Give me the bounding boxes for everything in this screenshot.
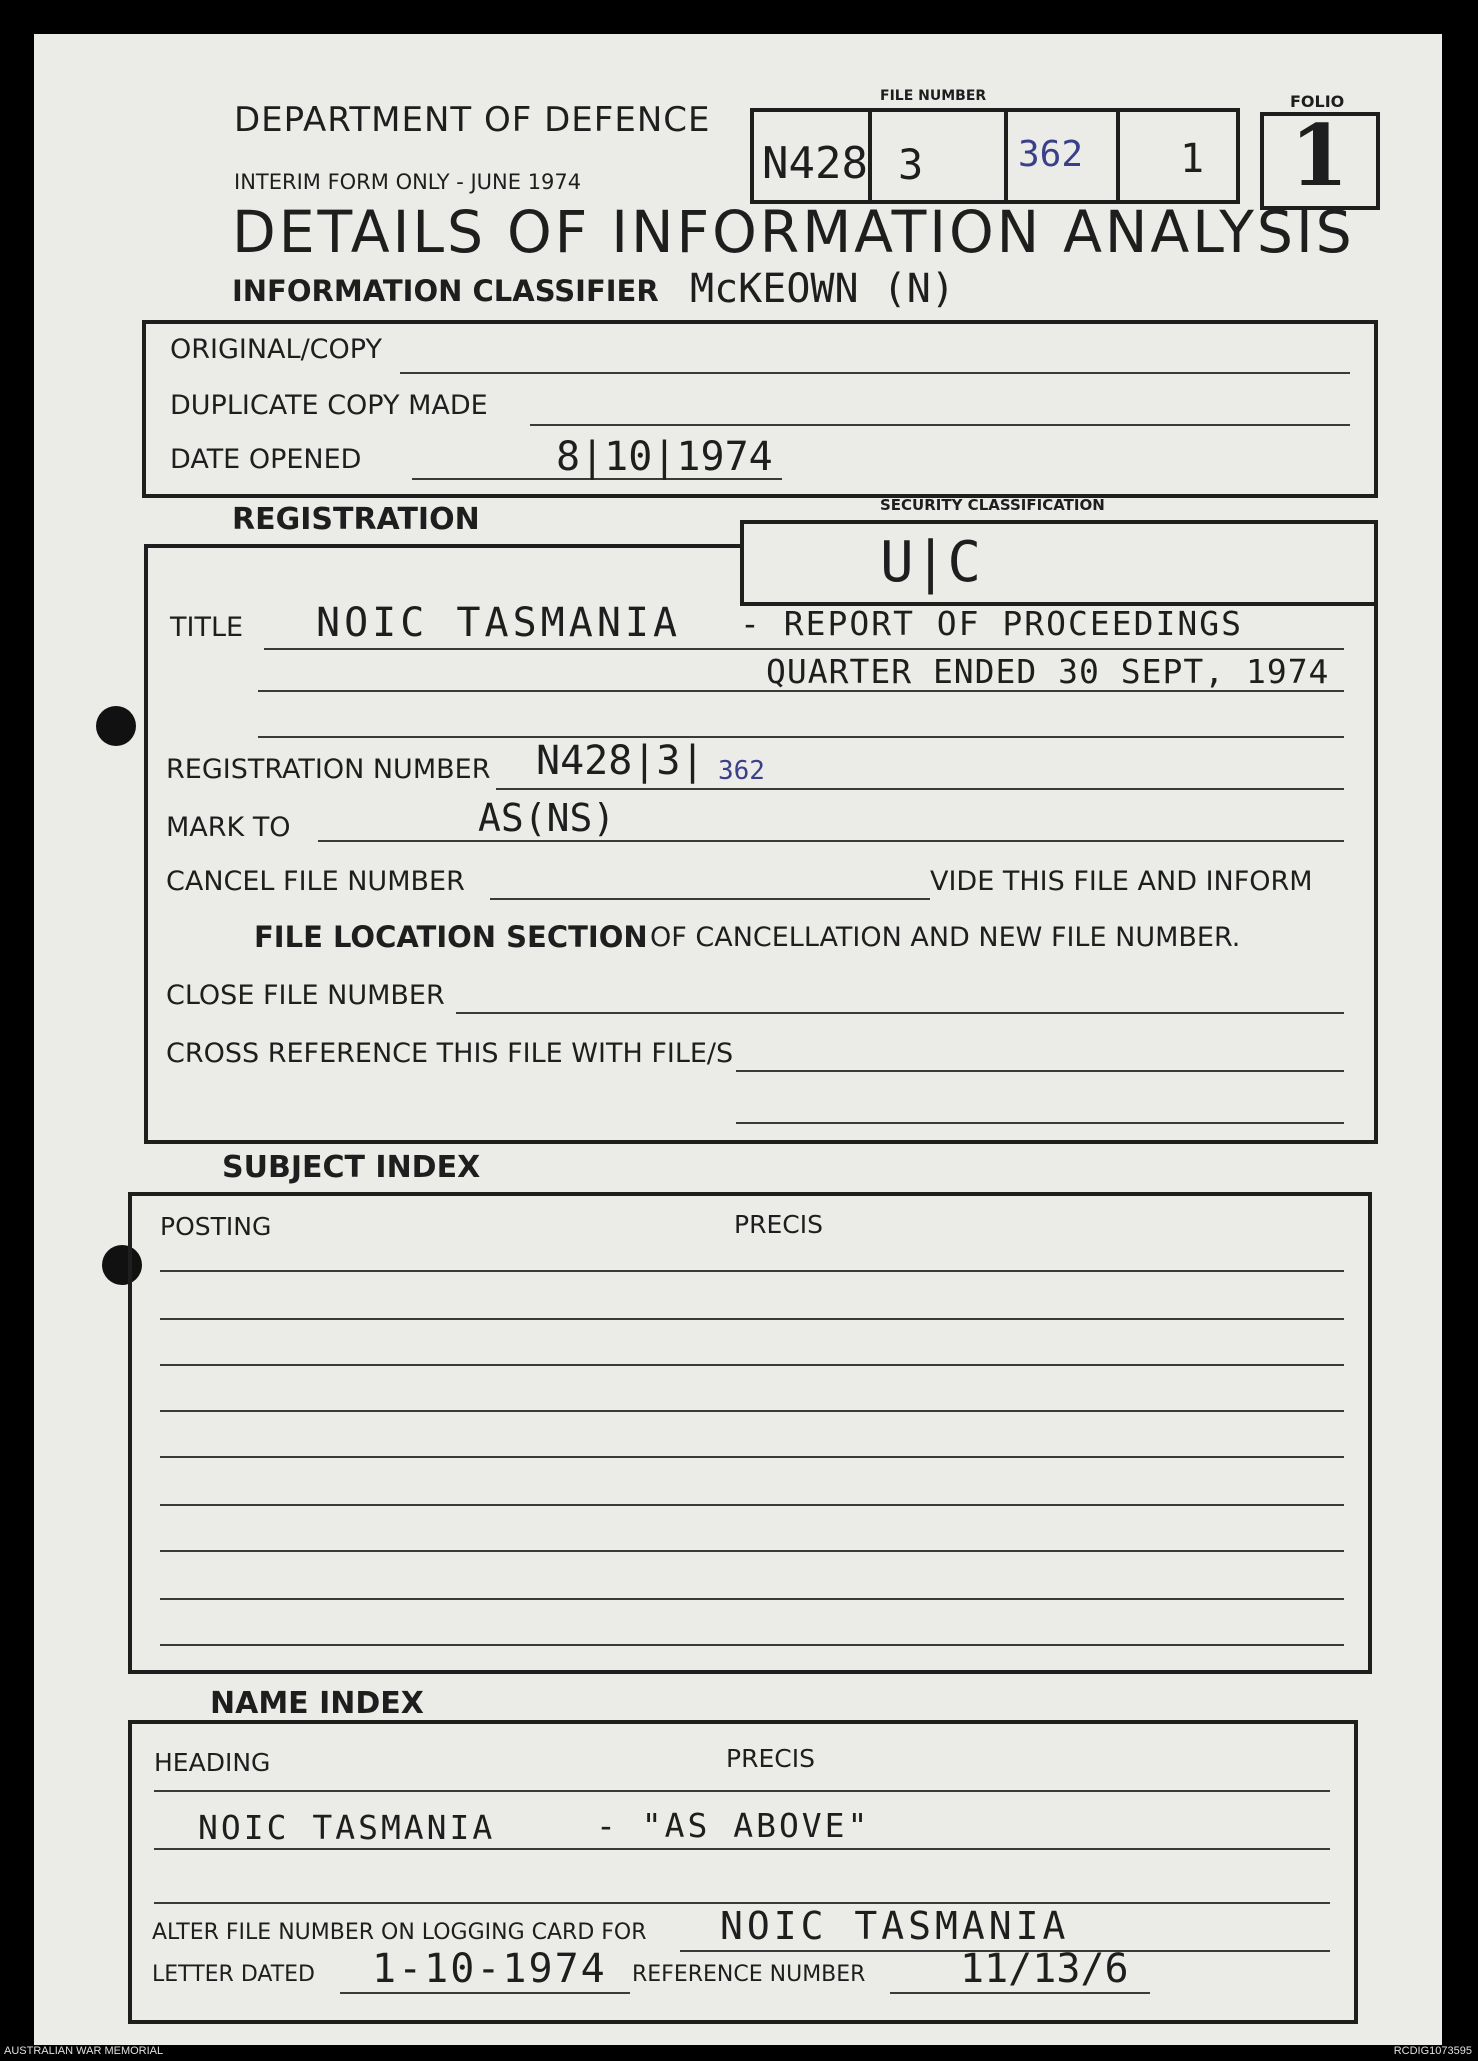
subject-index-line bbox=[160, 1318, 1344, 1320]
duplicate-copy-label: DUPLICATE COPY MADE bbox=[170, 390, 488, 421]
posting-label: POSTING bbox=[160, 1212, 272, 1241]
archive-id: RCDIG1073595 bbox=[1393, 2045, 1472, 2057]
name-index-line bbox=[154, 1790, 1330, 1792]
reference-number-label: REFERENCE NUMBER bbox=[632, 1962, 866, 1987]
subject-index-line bbox=[160, 1644, 1344, 1646]
file-number-divider bbox=[1116, 108, 1120, 204]
duplicate-copy-line bbox=[530, 424, 1350, 426]
file-location-section: FILE LOCATION SECTION bbox=[254, 920, 648, 954]
file-number-part-2: 3 bbox=[898, 140, 924, 189]
department-heading: DEPARTMENT OF DEFENCE bbox=[234, 100, 711, 140]
title-line-2 bbox=[258, 690, 1344, 692]
title-line-1 bbox=[264, 648, 1344, 650]
mark-to-line bbox=[318, 840, 1344, 842]
cross-reference-label: CROSS REFERENCE THIS FILE WITH FILE/S bbox=[166, 1038, 734, 1069]
cross-reference-line-2 bbox=[736, 1122, 1344, 1124]
archive-credit: AUSTRALIAN WAR MEMORIAL bbox=[4, 2045, 164, 2057]
vide-text: VIDE THIS FILE AND INFORM bbox=[930, 866, 1313, 897]
file-number-part-3: 362 bbox=[1018, 134, 1084, 175]
mark-to-label: MARK TO bbox=[166, 812, 291, 843]
subject-index-line bbox=[160, 1410, 1344, 1412]
date-opened-value: 8|10|1974 bbox=[556, 434, 773, 480]
name-precis-label: PRECIS bbox=[726, 1744, 815, 1773]
security-classification-box bbox=[740, 520, 1378, 606]
punch-hole-top bbox=[96, 706, 136, 746]
subject-index-box bbox=[128, 1192, 1372, 1674]
file-number-divider bbox=[868, 108, 872, 204]
cross-reference-line-1 bbox=[736, 1070, 1344, 1072]
title-value-3: QUARTER ENDED 30 SEPT, 1974 bbox=[766, 652, 1330, 691]
file-number-label: FILE NUMBER bbox=[880, 88, 987, 104]
close-file-label: CLOSE FILE NUMBER bbox=[166, 980, 445, 1011]
title-value-1: NOIC TASMANIA bbox=[316, 600, 682, 646]
letter-dated-value: 1-10-1974 bbox=[372, 1946, 607, 1992]
title-value-2: - REPORT OF PROCEEDINGS bbox=[740, 604, 1243, 643]
letter-dated-label: LETTER DATED bbox=[152, 1962, 316, 1987]
folio-value: 1 bbox=[1290, 106, 1349, 205]
cancellation-text: OF CANCELLATION AND NEW FILE NUMBER. bbox=[650, 922, 1241, 953]
alter-file-value: NOIC TASMANIA bbox=[720, 1904, 1070, 1948]
subject-index-line bbox=[160, 1504, 1344, 1506]
reference-number-value: 11/13/6 bbox=[960, 1946, 1129, 1992]
security-classification-value: U|C bbox=[880, 530, 982, 595]
classifier-value: McKEOWN (N) bbox=[690, 266, 955, 312]
registration-number-value: N428|3| bbox=[536, 738, 705, 784]
letter-dated-line bbox=[340, 1992, 630, 1994]
alter-file-label: ALTER FILE NUMBER ON LOGGING CARD FOR bbox=[152, 1920, 647, 1945]
registration-number-label: REGISTRATION NUMBER bbox=[166, 754, 491, 785]
subject-index-line bbox=[160, 1270, 1344, 1272]
classifier-label: INFORMATION CLASSIFIER bbox=[232, 274, 659, 308]
original-copy-label: ORIGINAL/COPY bbox=[170, 334, 382, 365]
cancel-file-line bbox=[490, 898, 930, 900]
subject-index-heading: SUBJECT INDEX bbox=[222, 1150, 481, 1185]
name-index-heading: NAME INDEX bbox=[210, 1686, 424, 1721]
name-index-line bbox=[154, 1848, 1330, 1850]
form-title: DETAILS OF INFORMATION ANALYSIS bbox=[232, 198, 1355, 266]
date-opened-label: DATE OPENED bbox=[170, 444, 362, 475]
subject-index-line bbox=[160, 1598, 1344, 1600]
file-number-part-1: N428 bbox=[762, 138, 868, 189]
close-file-line bbox=[456, 1012, 1344, 1014]
subject-index-line bbox=[160, 1364, 1344, 1366]
file-number-divider bbox=[1004, 108, 1008, 204]
subject-index-line bbox=[160, 1456, 1344, 1458]
title-label: TITLE bbox=[170, 612, 244, 643]
subject-precis-label: PRECIS bbox=[734, 1210, 823, 1239]
cancel-file-label: CANCEL FILE NUMBER bbox=[166, 866, 465, 897]
security-classification-label: SECURITY CLASSIFICATION bbox=[880, 496, 1105, 514]
original-copy-line bbox=[400, 372, 1350, 374]
name-index-entry-precis: - "AS ABOVE" bbox=[596, 1806, 871, 1845]
heading-label: HEADING bbox=[154, 1748, 271, 1777]
mark-to-value: AS(NS) bbox=[478, 796, 616, 840]
name-index-entry-name: NOIC TASMANIA bbox=[198, 1808, 496, 1847]
folio-label: FOLIO bbox=[1290, 92, 1345, 111]
registration-heading: REGISTRATION bbox=[232, 502, 480, 537]
registration-number-suffix: 362 bbox=[718, 756, 765, 786]
reference-number-line bbox=[890, 1992, 1150, 1994]
subject-index-line bbox=[160, 1550, 1344, 1552]
file-number-part-4: 1 bbox=[1180, 136, 1205, 182]
interim-note: INTERIM FORM ONLY - JUNE 1974 bbox=[234, 170, 582, 194]
registration-number-line bbox=[496, 788, 1344, 790]
title-line-3 bbox=[258, 736, 1344, 738]
